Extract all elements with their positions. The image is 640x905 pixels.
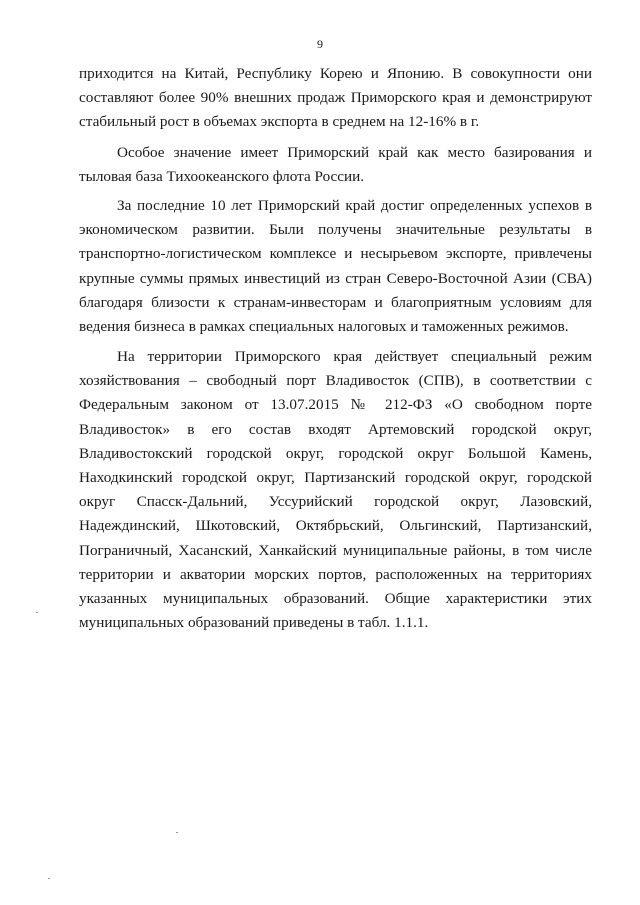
paragraph-free-port <box>79 345 592 635</box>
scan-speck <box>36 612 38 613</box>
paragraph-text: приходится на Китай, Республику Корею и Японию. В совокупности они составляют более 90% внешних продаж Приморского края и демонстрируют стабильный рост в объемах экспорта в среднем на 12-16% в г. <box>79 65 592 131</box>
paragraph-text: На территории Приморского края действует специальный режим хозяйствования – свободный порт Владивосток (СПВ), в соответствии с Федеральным законом от 13.07.2015 № 212-ФЗ «О свободном порте Владивосток» в его состав входят Артемовский городской округ, Владивостокский городской округ, городской округ Большой Камень, Находкинский городской округ, Партизанский городской округ, городской округ Спасск-Дальний, Уссурийский городской округ, Лазовский, Надеждинский, Шкотовский, Октябрьский, Ольгинский, Партизанский, Пограничный, Хасанский, Ханкайский муниципальные районы, в том числе территории и акватории морских портов, расположенных на территориях указанных муниципальных образований. Общие характеристики этих муниципальных образований приведены в табл. 1.1.1. <box>79 348 592 632</box>
paragraph-text: За последние 10 лет Приморский край достиг определенных успехов в экономическом развитии. Были получены значительные результаты в транспортно-логистическом комплексе и несырьевом экспорте, привлечены крупные суммы прямых инвестиций из стран Северо-Восточной Азии (СВА) благодаря близости к странам-инвесторам и благоприятным условиям для ведения бизнеса в рамках специальных налоговых и таможенных режимов. <box>79 197 592 336</box>
paragraph-text: Особое значение имеет Приморский край как место базирования и тыловая база Тихоокеанского флота России. <box>79 144 592 186</box>
paragraph-economic-development <box>79 194 592 339</box>
paragraph-export-share <box>79 62 592 135</box>
page-number: 9 <box>317 37 323 51</box>
scan-speck <box>176 832 178 833</box>
scan-speck <box>48 878 50 879</box>
paragraph-pacific-fleet <box>79 141 592 189</box>
